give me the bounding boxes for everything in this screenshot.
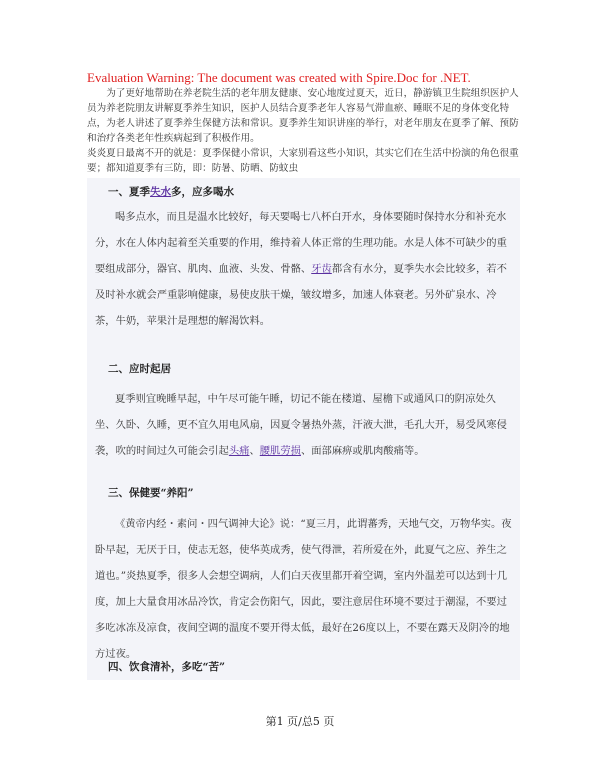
headache-link[interactable]: 头痛: [228, 445, 250, 457]
section-2-separator: 、: [249, 445, 260, 457]
evaluation-warning: Evaluation Warning: The document was created with Spire.Doc for .NET.: [87, 70, 471, 85]
section-2-text-end: 、面部麻痹或肌肉酸痛等。: [300, 445, 425, 457]
intro-paragraph-2: 炎炎夏日最离不开的就是：夏季保健小常识，大家别看这些小知识，其实它们在生活中扮演的角色很重要；都知道夏季有三防，即：防暑、防晒、防蚊虫: [87, 148, 519, 174]
intro-paragraph-1: 为了更好地帮助在养老院生活的老年朋友健康、安心地度过夏天，近日，静游镇卫生院组织医护人员为养老院朋友讲解夏季养生知识，医护人员结合夏季老年人容易气滞血瘀、睡眠不足的身体变化特点，为老人讲述了夏季养生保健方法和常识。夏季养生知识讲座的举行，对老年朋友在夏季了解、预防和治疗各类老年性疾病起到了积极作用。: [87, 88, 519, 144]
teeth-link[interactable]: 牙齿: [311, 263, 332, 275]
page-footer: 第1 页/总5 页: [265, 715, 335, 728]
section-2-body: [95, 386, 515, 464]
section-1-text: 喝多点水，而且是温水比较好，每天要喝七八杯白开水，身体要随时保持水分和补充水分，水在人体内起着至关重要的作用，维持着人体正常的生理功能。水是人体不可缺少的重要组成部分，器官、肌肉、血液、头发、骨骼、: [95, 211, 507, 275]
section-2-text: 夏季则宜晚睡早起，中午尽可能午睡，切记不能在楼道、屋檐下或通风口的阴凉处久坐、久卧、久睡，更不宜久用电风扇，因夏令暑热外蒸，汗液大泄，毛孔大开，易受风寒侵袭，吹的时间过久可能会引起: [95, 393, 507, 457]
intro-block: [87, 86, 520, 176]
section-2-heading: 二、应时起居: [108, 363, 171, 375]
water-loss-link[interactable]: 失水: [150, 186, 171, 198]
section-4-heading: 四、饮食清补，多吃“苦”: [108, 661, 226, 673]
section-1-heading: [108, 184, 234, 199]
article-content: [87, 178, 520, 680]
section-3-heading: 三、保健要“养阳”: [108, 487, 194, 499]
section-1-heading-text-end: 多，应多喝水: [171, 186, 234, 198]
lumbar-strain-link[interactable]: 腰肌劳损: [259, 445, 301, 457]
section-1-heading-text: 一、夏季: [108, 186, 150, 198]
section-1-text-end: 都含有水分，夏季失水会比较多，若不及时补水就会严重影响健康，易使皮肤干燥，皱纹增多，加速人体衰老。另外矿泉水、冷茶，牛奶，苹果汁是理想的解渴饮料。: [95, 263, 507, 327]
section-1-body: [95, 204, 515, 334]
section-3-body: 《黄帝内经・素问・四气调神大论》说：“夏三月，此谓蕃秀，天地气交，万物华实。夜卧早起，无厌于日，使志无怒，使华英成秀，使气得泄，若所爱在外，此夏气之应、养生之道也。”炎热夏季，很多人会想空调病，人们白天夜里都开着空调，室内外温差可以达到十几度，加上大量食用冰品冷饮，肯定会伤阳气，因此，要注意居住环境不要过于潮湿，不要过多吃冰冻及凉食，夜间空调的温度不要开得太低，最好在26度以上，不要在露天及阴冷的地方过夜。: [95, 518, 512, 660]
